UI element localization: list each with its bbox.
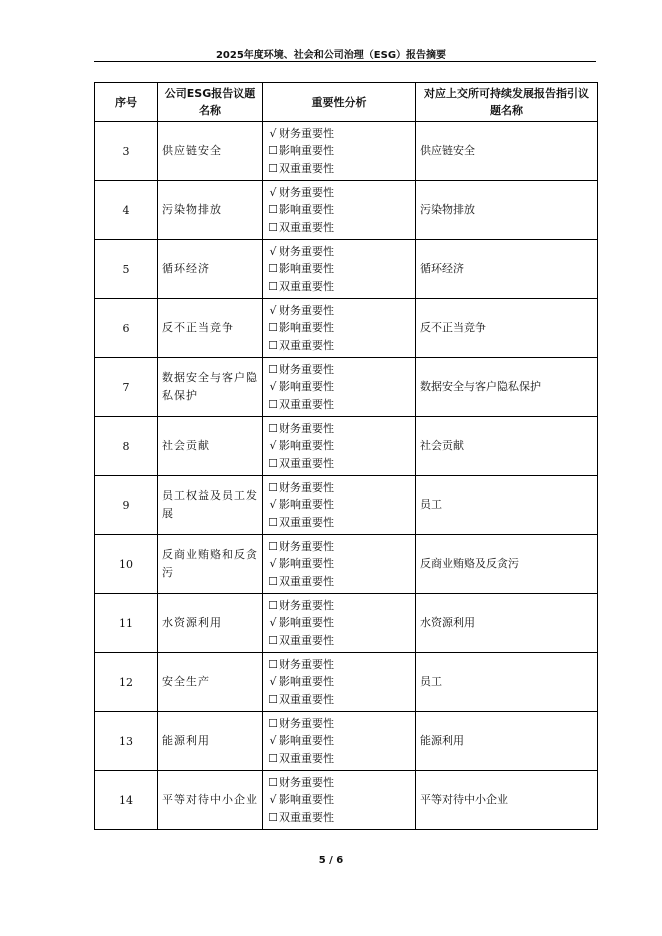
sse-topic-name: 员工 — [416, 653, 598, 712]
row-number: 12 — [95, 653, 158, 712]
materiality-option — [267, 219, 411, 237]
table-row — [95, 358, 598, 417]
materiality-option-label: 影响重要性 — [279, 616, 334, 630]
checkmark-icon: √ — [269, 439, 277, 453]
materiality-options — [263, 535, 416, 594]
materiality-option-label: 双重重要性 — [279, 161, 334, 175]
materiality-option — [267, 496, 411, 514]
materiality-options — [263, 594, 416, 653]
sse-topic-name: 数据安全与客户隐私保护 — [416, 358, 598, 417]
materiality-options — [263, 181, 416, 240]
checkmark-icon: √ — [269, 380, 277, 394]
materiality-option-label: 双重重要性 — [279, 692, 334, 706]
materiality-option — [267, 791, 411, 809]
table-row — [95, 653, 598, 712]
header-topic-name: 公司ESG报告议题名称 — [158, 83, 263, 122]
materiality-option — [267, 378, 411, 396]
materiality-option — [267, 260, 411, 278]
materiality-option-label: 影响重要性 — [279, 439, 334, 453]
materiality-options — [263, 771, 416, 830]
topic-name: 能源利用 — [158, 712, 263, 771]
materiality-option-label: 双重重要性 — [279, 397, 334, 411]
empty-checkbox-icon: ☐ — [268, 539, 278, 553]
materiality-options — [263, 712, 416, 771]
table-header-row — [95, 83, 598, 122]
table-row — [95, 240, 598, 299]
empty-checkbox-icon: ☐ — [268, 456, 278, 470]
empty-checkbox-icon: ☐ — [268, 480, 278, 494]
table-row — [95, 594, 598, 653]
row-number: 10 — [95, 535, 158, 594]
materiality-option — [267, 278, 411, 296]
checkmark-icon: √ — [269, 675, 277, 689]
materiality-option-label: 影响重要性 — [279, 793, 334, 807]
materiality-option-label: 双重重要性 — [279, 456, 334, 470]
empty-checkbox-icon: ☐ — [268, 321, 278, 335]
sse-topic-name: 平等对待中小企业 — [416, 771, 598, 830]
materiality-option — [267, 632, 411, 650]
materiality-options — [263, 653, 416, 712]
row-number: 5 — [95, 240, 158, 299]
table-row — [95, 771, 598, 830]
topic-name: 平等对待中小企业 — [158, 771, 263, 830]
materiality-option-label: 财务重要性 — [279, 775, 334, 789]
empty-checkbox-icon: ☐ — [268, 574, 278, 588]
materiality-option-label: 影响重要性 — [279, 203, 334, 217]
materiality-option — [267, 614, 411, 632]
materiality-option-label: 财务重要性 — [279, 244, 334, 258]
row-number: 11 — [95, 594, 158, 653]
table-row — [95, 535, 598, 594]
materiality-option — [267, 160, 411, 178]
materiality-option — [267, 361, 411, 379]
checkmark-icon: √ — [269, 303, 277, 317]
table-row — [95, 476, 598, 535]
checkmark-icon: √ — [269, 734, 277, 748]
materiality-option — [267, 437, 411, 455]
topic-name: 反不正当竞争 — [158, 299, 263, 358]
materiality-option — [267, 597, 411, 615]
materiality-option — [267, 396, 411, 414]
materiality-option-label: 双重重要性 — [279, 751, 334, 765]
materiality-options — [263, 299, 416, 358]
materiality-option-label: 财务重要性 — [279, 539, 334, 553]
topic-name: 社会贡献 — [158, 417, 263, 476]
header-no: 序号 — [95, 83, 158, 122]
materiality-option-label: 财务重要性 — [279, 598, 334, 612]
row-number: 8 — [95, 417, 158, 476]
materiality-option-label: 双重重要性 — [279, 279, 334, 293]
empty-checkbox-icon: ☐ — [268, 633, 278, 647]
sse-topic-name: 能源利用 — [416, 712, 598, 771]
materiality-option — [267, 319, 411, 337]
sse-topic-name: 循环经济 — [416, 240, 598, 299]
materiality-option — [267, 514, 411, 532]
checkmark-icon: √ — [269, 244, 277, 258]
esg-topics-table — [94, 82, 598, 830]
materiality-options — [263, 417, 416, 476]
topic-name: 数据安全与客户隐私保护 — [158, 358, 263, 417]
materiality-option-label: 影响重要性 — [279, 675, 334, 689]
empty-checkbox-icon: ☐ — [268, 220, 278, 234]
row-number: 6 — [95, 299, 158, 358]
materiality-option — [267, 420, 411, 438]
materiality-options — [263, 476, 416, 535]
materiality-options — [263, 240, 416, 299]
empty-checkbox-icon: ☐ — [268, 598, 278, 612]
materiality-option-label: 财务重要性 — [279, 185, 334, 199]
header-materiality: 重要性分析 — [263, 83, 416, 122]
materiality-option — [267, 302, 411, 320]
materiality-option — [267, 142, 411, 160]
header-divider — [94, 61, 596, 62]
materiality-option-label: 双重重要性 — [279, 220, 334, 234]
materiality-option — [267, 809, 411, 827]
header-sse-topic: 对应上交所可持续发展报告指引议题名称 — [416, 83, 598, 122]
row-number: 7 — [95, 358, 158, 417]
empty-checkbox-icon: ☐ — [268, 810, 278, 824]
empty-checkbox-icon: ☐ — [268, 397, 278, 411]
materiality-option — [267, 455, 411, 473]
row-number: 3 — [95, 122, 158, 181]
materiality-option-label: 双重重要性 — [279, 810, 334, 824]
materiality-option-label: 双重重要性 — [279, 338, 334, 352]
materiality-option-label: 财务重要性 — [279, 303, 334, 317]
checkmark-icon: √ — [269, 557, 277, 571]
materiality-option-label: 财务重要性 — [279, 126, 334, 140]
materiality-option-label: 财务重要性 — [279, 480, 334, 494]
empty-checkbox-icon: ☐ — [268, 692, 278, 706]
sse-topic-name: 社会贡献 — [416, 417, 598, 476]
empty-checkbox-icon: ☐ — [268, 144, 278, 158]
materiality-option — [267, 715, 411, 733]
materiality-option — [267, 243, 411, 261]
row-number: 14 — [95, 771, 158, 830]
materiality-option — [267, 656, 411, 674]
sse-topic-name: 污染物排放 — [416, 181, 598, 240]
materiality-option-label: 影响重要性 — [279, 557, 334, 571]
page-header-title: 2025年度环境、社会和公司治理（ESG）报告摘要 — [215, 50, 447, 61]
topic-name: 安全生产 — [158, 653, 263, 712]
sse-topic-name: 反商业贿赂及反贪污 — [416, 535, 598, 594]
checkmark-icon: √ — [269, 185, 277, 199]
page-number: 5 / 6 — [318, 855, 344, 866]
materiality-option — [267, 691, 411, 709]
row-number: 4 — [95, 181, 158, 240]
sse-topic-name: 反不正当竞争 — [416, 299, 598, 358]
materiality-option — [267, 125, 411, 143]
table-body — [95, 122, 598, 830]
checkmark-icon: √ — [269, 126, 277, 140]
materiality-option — [267, 573, 411, 591]
materiality-option-label: 影响重要性 — [279, 144, 334, 158]
checkmark-icon: √ — [269, 498, 277, 512]
empty-checkbox-icon: ☐ — [268, 751, 278, 765]
empty-checkbox-icon: ☐ — [268, 657, 278, 671]
table-row — [95, 181, 598, 240]
checkmark-icon: √ — [269, 793, 277, 807]
materiality-options — [263, 358, 416, 417]
materiality-option-label: 双重重要性 — [279, 515, 334, 529]
empty-checkbox-icon: ☐ — [268, 716, 278, 730]
empty-checkbox-icon: ☐ — [268, 421, 278, 435]
materiality-option-label: 双重重要性 — [279, 633, 334, 647]
sse-topic-name: 员工 — [416, 476, 598, 535]
empty-checkbox-icon: ☐ — [268, 362, 278, 376]
materiality-option — [267, 673, 411, 691]
empty-checkbox-icon: ☐ — [268, 338, 278, 352]
materiality-options — [263, 122, 416, 181]
materiality-option — [267, 750, 411, 768]
topic-name: 污染物排放 — [158, 181, 263, 240]
materiality-option-label: 财务重要性 — [279, 421, 334, 435]
table-row — [95, 122, 598, 181]
topic-name: 员工权益及员工发展 — [158, 476, 263, 535]
materiality-option-label: 财务重要性 — [279, 362, 334, 376]
materiality-option — [267, 201, 411, 219]
topic-name: 反商业贿赂和反贪污 — [158, 535, 263, 594]
empty-checkbox-icon: ☐ — [268, 161, 278, 175]
materiality-option-label: 影响重要性 — [279, 380, 334, 394]
empty-checkbox-icon: ☐ — [268, 775, 278, 789]
materiality-option-label: 双重重要性 — [279, 574, 334, 588]
materiality-option — [267, 337, 411, 355]
checkmark-icon: √ — [269, 616, 277, 630]
materiality-option-label: 影响重要性 — [279, 498, 334, 512]
materiality-option — [267, 732, 411, 750]
row-number: 13 — [95, 712, 158, 771]
row-number: 9 — [95, 476, 158, 535]
materiality-option-label: 财务重要性 — [279, 657, 334, 671]
materiality-option — [267, 184, 411, 202]
materiality-option-label: 财务重要性 — [279, 716, 334, 730]
materiality-option — [267, 538, 411, 556]
materiality-option — [267, 774, 411, 792]
empty-checkbox-icon: ☐ — [268, 262, 278, 276]
table-row — [95, 299, 598, 358]
materiality-option-label: 影响重要性 — [279, 321, 334, 335]
empty-checkbox-icon: ☐ — [268, 515, 278, 529]
topic-name: 水资源利用 — [158, 594, 263, 653]
topic-name: 供应链安全 — [158, 122, 263, 181]
topic-name: 循环经济 — [158, 240, 263, 299]
table-row — [95, 712, 598, 771]
materiality-option-label: 影响重要性 — [279, 262, 334, 276]
sse-topic-name: 水资源利用 — [416, 594, 598, 653]
sse-topic-name: 供应链安全 — [416, 122, 598, 181]
materiality-option-label: 影响重要性 — [279, 734, 334, 748]
materiality-option — [267, 555, 411, 573]
materiality-option — [267, 479, 411, 497]
empty-checkbox-icon: ☐ — [268, 279, 278, 293]
empty-checkbox-icon: ☐ — [268, 203, 278, 217]
table-row — [95, 417, 598, 476]
